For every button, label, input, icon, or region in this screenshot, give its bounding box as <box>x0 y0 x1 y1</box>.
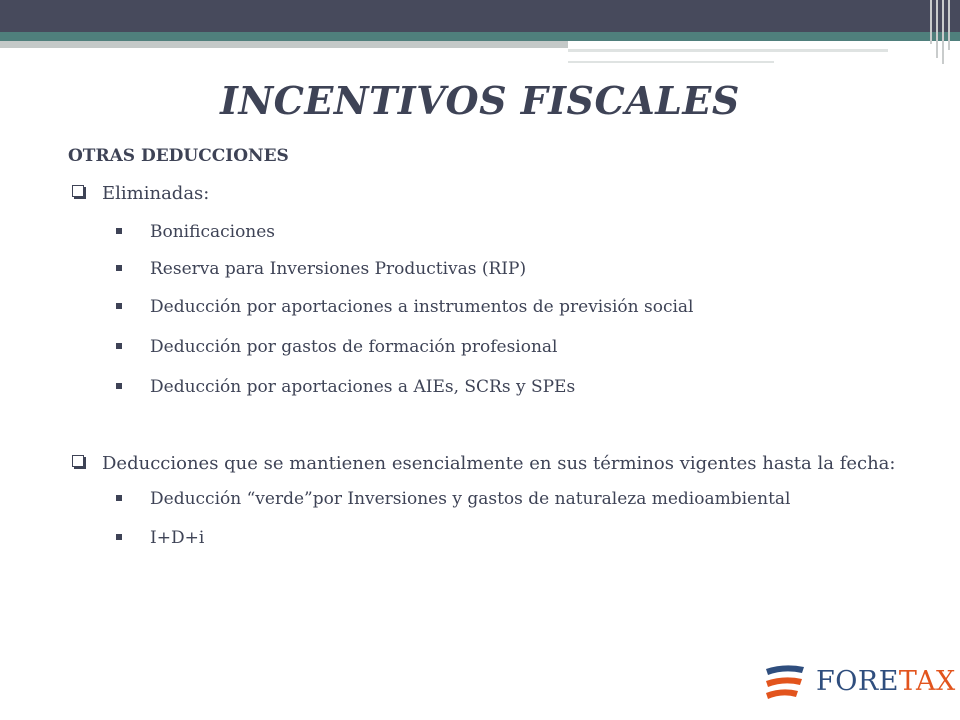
header-accent-line <box>568 49 888 52</box>
list-item-text: I+D+i <box>150 528 205 548</box>
group-label: Deducciones que se mantienen esencialmente en sus términos vigentes hasta la fecha: <box>102 453 896 474</box>
list-item-text: Bonificaciones <box>150 222 276 242</box>
header-vertical-line <box>936 0 938 58</box>
group-label: Eliminadas: <box>102 183 210 204</box>
header-vertical-line <box>948 0 950 50</box>
header-band-teal <box>0 32 960 41</box>
list-item-text: Deducción por gastos de formación profesional <box>150 337 558 357</box>
section-heading: OTRAS DEDUCCIONES <box>68 146 289 166</box>
square-bullet-icon <box>116 303 122 309</box>
square-bullet-icon <box>116 265 122 271</box>
logo-text-accent: TAX <box>898 666 956 697</box>
square-bullet-icon <box>116 495 122 501</box>
checkbox-bullet-icon <box>72 185 84 197</box>
list-item-text: Deducción “verde”por Inversiones y gastos de naturaleza medioambiental <box>150 489 791 509</box>
header-band-dark <box>0 0 960 32</box>
header-vertical-line <box>942 0 944 64</box>
foretax-logo <box>762 660 956 706</box>
list-item-text: Reserva para Inversiones Productivas (RIP) <box>150 259 527 279</box>
checkbox-bullet-icon <box>72 455 84 467</box>
slide-title: INCENTIVOS FISCALES <box>220 78 740 123</box>
list-item-text: Deducción por aportaciones a instrumentos de previsión social <box>150 297 694 317</box>
square-bullet-icon <box>116 343 122 349</box>
logo-text-primary: FORE <box>816 666 899 697</box>
square-bullet-icon <box>116 534 122 540</box>
header-accent-line-short <box>568 61 774 63</box>
header-band-gray <box>0 41 568 48</box>
list-item-text: Deducción por aportaciones a AIEs, SCRs y SPEs <box>150 377 576 397</box>
header-vertical-line <box>930 0 932 44</box>
square-bullet-icon <box>116 383 122 389</box>
foretax-logo-icon <box>762 662 806 702</box>
square-bullet-icon <box>116 228 122 234</box>
logo-wordmark <box>816 666 956 697</box>
